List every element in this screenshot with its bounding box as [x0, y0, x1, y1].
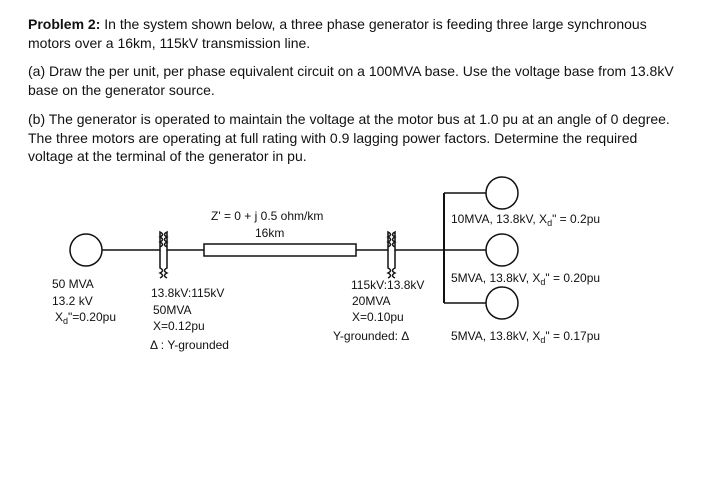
t2-connection: Y-grounded: Δ	[333, 329, 410, 343]
t2-rating: 20MVA	[352, 294, 391, 308]
transformer-2-symbol	[380, 232, 405, 278]
transmission-line-symbol	[204, 244, 356, 256]
t1-reactance: X=0.12pu	[153, 319, 205, 333]
motor-2-label: 5MVA, 13.8kV, $X_d$" = 0.20pu	[451, 271, 601, 287]
problem-label: Problem 2:	[28, 16, 101, 32]
t1-ratio: 13.8kV:115kV	[151, 286, 225, 300]
motor-3-label: 5MVA, 13.8kV, $X_d$" = 0.17pu	[451, 329, 601, 345]
generator-reactance: $X_d"=0.20pu$	[55, 310, 117, 326]
part-a-text: (a) Draw the per unit, per phase equivalent circuit on a 100MVA base. Use the voltage base from 13.8kV base on the generator source.	[28, 63, 674, 98]
t2-ratio: 115kV:13.8kV	[351, 278, 425, 292]
problem-intro: In the system shown below, a three phase generator is feeding three large synchronous motors over a 16km, 115kV transmission line.	[28, 16, 647, 51]
t1-rating: 50MVA	[153, 303, 192, 317]
motor-2-symbol	[486, 234, 518, 266]
generator-symbol	[70, 234, 102, 266]
part-b-text: (b) The generator is operated to maintain the voltage at the motor bus at 1.0 pu at an angle of 0 degree. The three motors are operating at full rating with 0.9 lagging power factors. Determine the required voltage at the terminal of the generator in pu.	[28, 111, 670, 164]
t1-connection: Δ : Y-grounded	[150, 338, 229, 352]
motor-3-symbol	[486, 287, 518, 319]
t2-reactance: X=0.10pu	[352, 310, 404, 324]
generator-rating: 50 MVA	[52, 277, 94, 291]
line-length-label: 16km	[255, 226, 285, 240]
transformer-1-symbol	[150, 232, 177, 278]
motor-1-symbol	[486, 177, 518, 209]
line-impedance-label: Z' = 0 + j 0.5 ohm/km	[211, 209, 324, 223]
generator-voltage: 13.2 kV	[52, 294, 93, 308]
motor-1-label: 10MVA, 13.8kV, $X_d$" = 0.2pu	[451, 212, 601, 228]
